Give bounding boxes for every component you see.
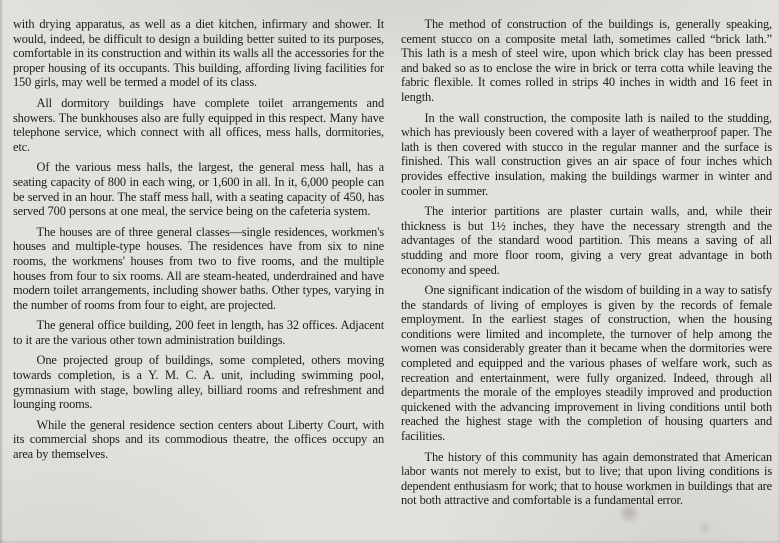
- right-column: [401, 17, 772, 514]
- paragraph: The method of construction of the buildings is, generally speaking, cement stucco on a composite metal lath, sometimes called “brick lath.” This lath is a mesh of steel wire, upon which brick clay has been pressed and baked so as to enclose the wire in brick or terra cotta while leaving the fabric flexible. It comes rolled in strips 40 inches in width and 16 feet in length.: [401, 17, 772, 104]
- paragraph: In the wall construction, the composite lath is nailed to the studding, which has previously been covered with a layer of weatherproof paper. The lath is then covered with stucco in the regular manner and the surface is finished. This wall construction gives an air space of four inches which provides effective insulation, making the buildings warmer in winter and cooler in summer.: [401, 110, 772, 198]
- paragraph: The houses are of three general classes—single residences, workmen's houses and multiple-type houses. The residences have from six to nine rooms, the workmens' houses from two to five rooms, and the multiple houses from four to six rooms. All are steam-heated, underdrained and have modern toilet arrangements, including shower baths. Other types, varying in the number of rooms from four to eight, are projected.: [13, 224, 384, 312]
- paragraph: While the general residence section centers about Liberty Court, with its commercial shops and its commodious theatre, the offices occupy an area by themselves.: [13, 417, 384, 462]
- paragraph: One significant indication of the wisdom of building in a way to satisfy the standards of living of employes is given by the records of female employment. In the earliest stages of construction, when the housing conditions were limited and incomplete, the turnover of help among the women was considerably greater than it became when the dormitories were completed and equipped and the various phases of welfare work, such as recreation and entertainment, were fully organized. Indeed, through all departments the morale of the employes steadily improved and production quickened with the advancing improvement in living conditions until both reached the highest stage with the completion of housing quarters and facilities.: [401, 283, 772, 444]
- left-column: [13, 17, 384, 514]
- paragraph: One projected group of buildings, some completed, others moving towards completion, is a Y. M. C. A. unit, including swimming pool, gymnasium with stage, bowling alley, billiard rooms and refreshment and lounging rooms.: [13, 353, 384, 412]
- paragraph: with drying apparatus, as well as a diet kitchen, infirmary and shower. It would, indeed, be difficult to design a building better suited to its purposes, comfortable in its construction and within its walls all the accessories for the proper housing of its occupants. This building, affording living facilities for 150 girls, may well be termed a model of its class.: [13, 17, 384, 90]
- paragraph: Of the various mess halls, the largest, the general mess hall, has a seating capacity of 800 in each wing, or 1,600 in all. In it, 6,000 people can be served in an hour. The staff mess hall, with a seating capacity of 450, has served 700 persons at one meal, the service being on the cafeteria system.: [13, 160, 384, 219]
- paragraph: All dormitory buildings have complete toilet arrangements and showers. The bunkhouses also are fully equipped in this respect. Many have telephone service, which connect with all offices, mess halls, dormitories, etc.: [13, 95, 384, 154]
- paragraph: The interior partitions are plaster curtain walls, and, while their thickness is but 1½ inches, they have the necessary strength and the advantages of the standard wood partition. This means a saving of all studding and more floor room, giving a very great advantage in both economy and speed.: [401, 204, 772, 277]
- paragraph: The history of this community has again demonstrated that American labor wants not merely to exist, but to live; that upon living conditions is dependent enthusiasm for work; that to house workmen in buildings that are not both attractive and comfortable is a fundamental error.: [401, 449, 772, 508]
- paragraph: The general office building, 200 feet in length, has 32 offices. Adjacent to it are the various other town administration buildings.: [13, 318, 384, 347]
